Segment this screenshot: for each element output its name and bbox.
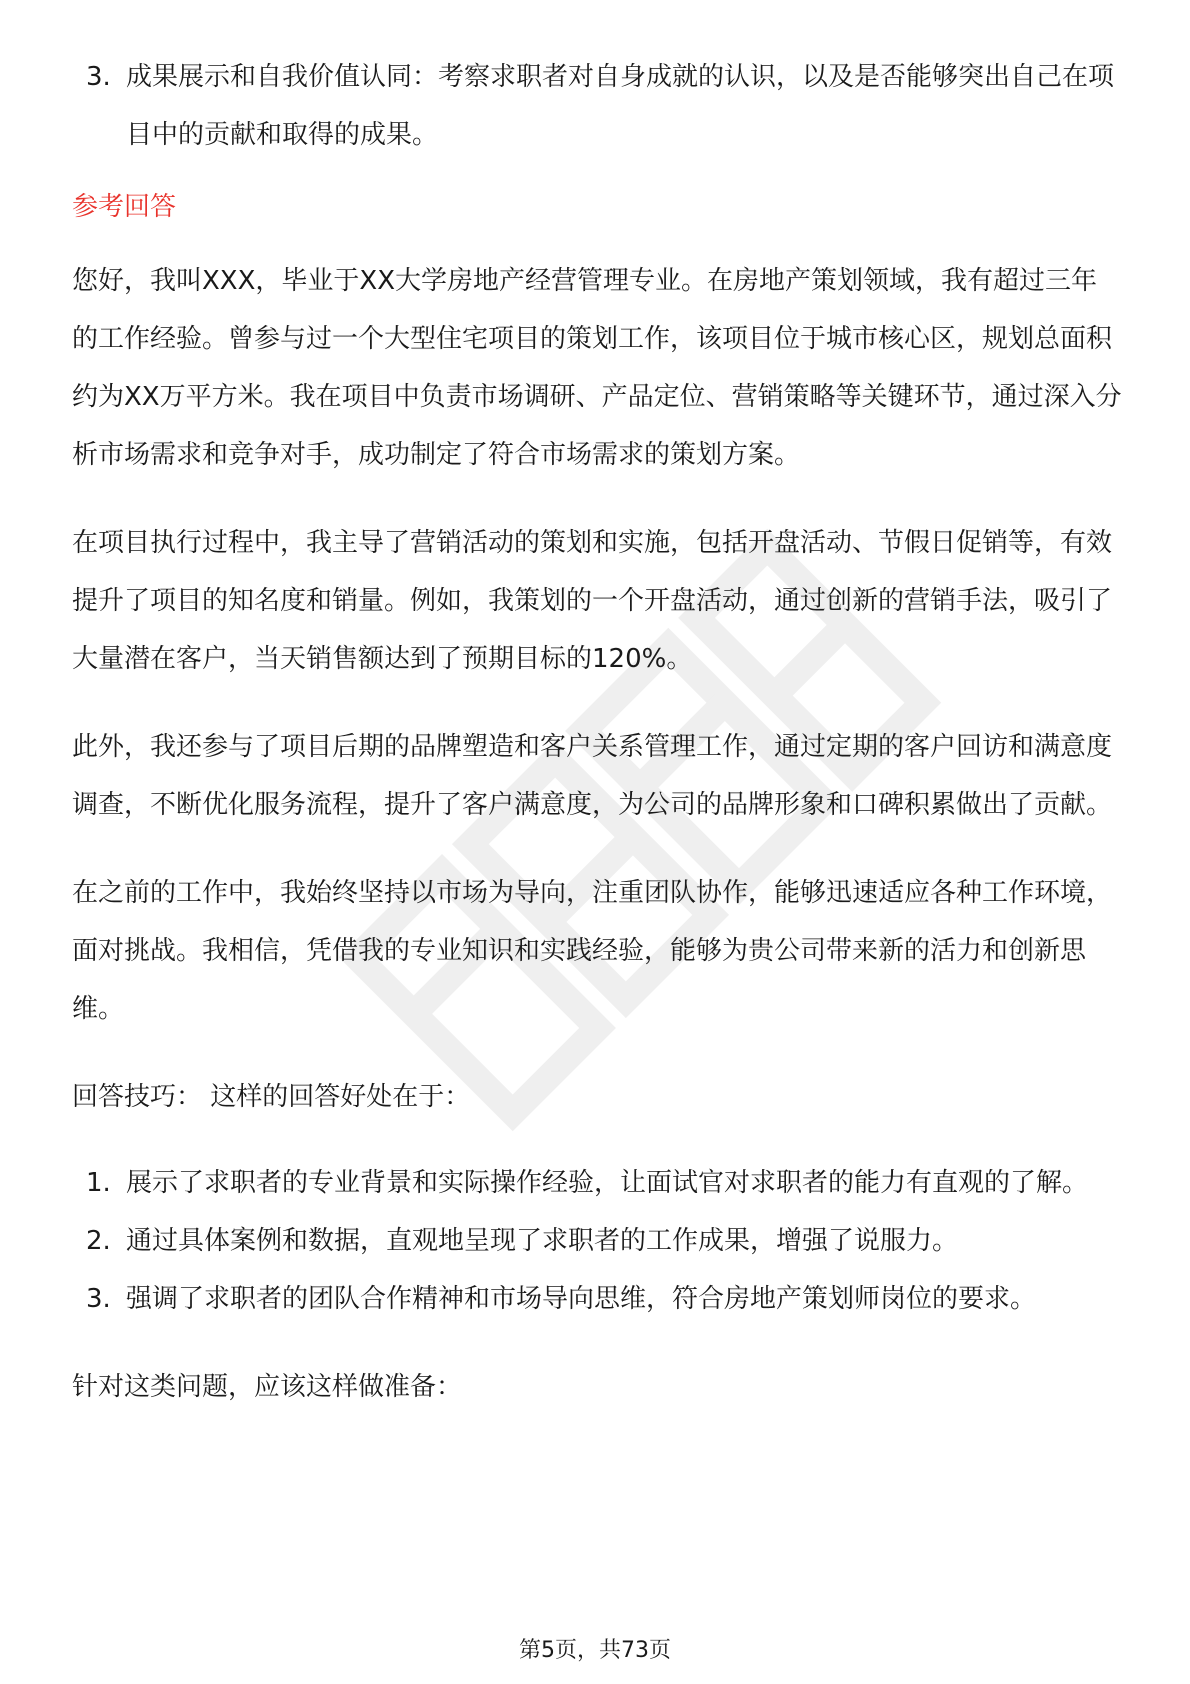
tips-title: 回答技巧： 这样的回答好处在于：: [72, 1082, 471, 1112]
list-item-text: 强调了求职者的团队合作精神和市场导向思维，符合房地产策划师岗位的要求。: [126, 1284, 1037, 1314]
list-item: [72, 48, 1122, 164]
answer-paragraph: 您好，我叫XXX，毕业于XX大学房地产经营管理专业。在房地产策划领域，我有超过三年的工作经验。曾参与过一个大型住宅项目的策划工作，该项目位于城市核心区，规划总面积约为XX万平方米。我在项目中负责市场调研、产品定位、营销策略等关键环节，通过深入分析市场需求和竞争对手，成功制定了符合市场需求的策划方案。: [72, 266, 1122, 470]
list-item-text: 展示了求职者的专业背景和实际操作经验，让面试官对求职者的能力有直观的了解。: [126, 1168, 1089, 1198]
list-item-text: 成果展示和自我价值认同：考察求职者对自身成就的认识，以及是否能够突出自己在项目中的贡献和取得的成果。: [126, 62, 1115, 150]
list-item: [72, 1154, 1122, 1212]
list-item-text: 通过具体案例和数据，直观地呈现了求职者的工作成果，增强了说服力。: [126, 1226, 959, 1256]
answer-heading: 参考回答: [72, 192, 177, 222]
answer-paragraph: 在之前的工作中，我始终坚持以市场为导向，注重团队协作，能够迅速适应各种工作环境，面对挑战。我相信，凭借我的专业知识和实践经验，能够为贵公司带来新的活力和创新思维。: [72, 878, 1113, 1024]
list-item-number: 3.: [86, 1284, 111, 1314]
document-content: [72, 48, 1122, 1416]
preparation-heading: 针对这类问题，应该这样做准备：: [72, 1372, 463, 1402]
answer-paragraph: 此外，我还参与了项目后期的品牌塑造和客户关系管理工作，通过定期的客户回访和满意度调查，不断优化服务流程，提升了客户满意度，为公司的品牌形象和口碑积累做出了贡献。: [72, 732, 1113, 820]
list-item-number: 1.: [86, 1168, 111, 1198]
list-item-number: 3.: [86, 62, 111, 92]
list-item-number: 2.: [86, 1226, 111, 1256]
list-item: [72, 1270, 1122, 1328]
list-item: [72, 1212, 1122, 1270]
evaluation-list: [72, 48, 1122, 164]
tips-list: [72, 1154, 1122, 1328]
answer-paragraph: 在项目执行过程中，我主导了营销活动的策划和实施，包括开盘活动、节假日促销等，有效提升了项目的知名度和销量。例如，我策划的一个开盘活动，通过创新的营销手法，吸引了大量潜在客户，当天销售额达到了预期目标的120%。: [72, 528, 1113, 674]
page-number-footer: 第5页，共73页: [519, 1638, 671, 1663]
